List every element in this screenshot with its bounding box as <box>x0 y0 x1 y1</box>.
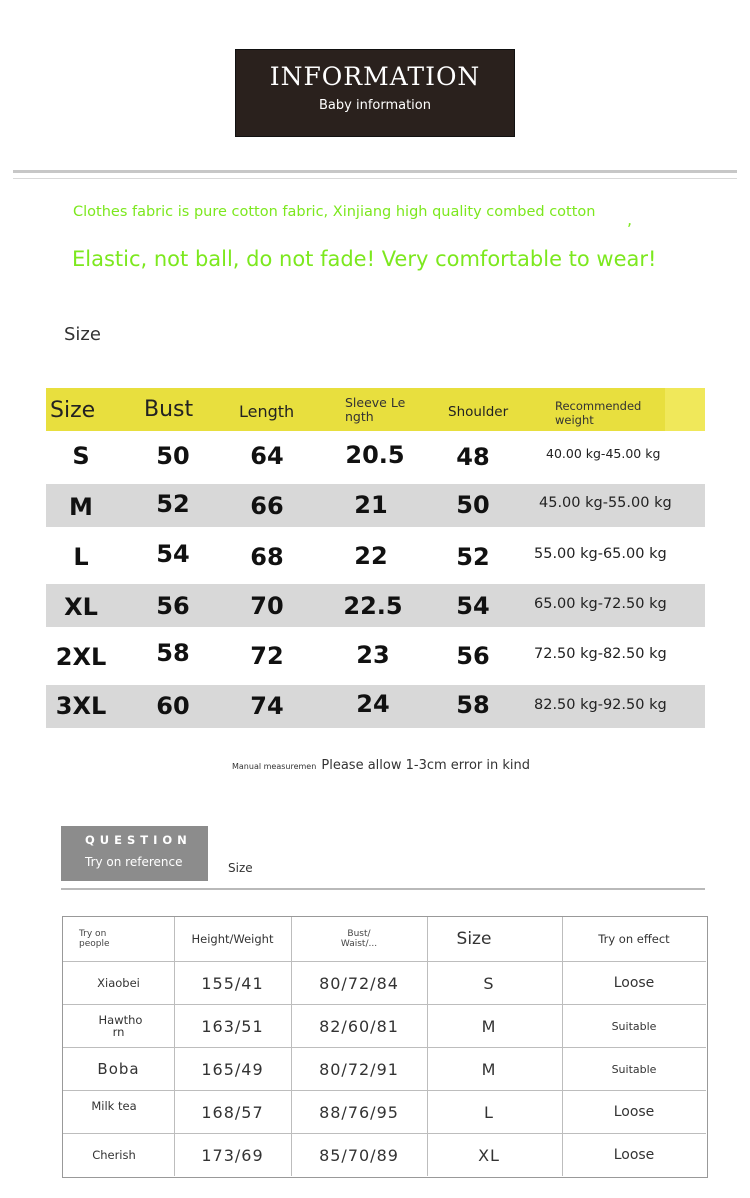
try-on-header <box>63 917 706 962</box>
measurement-note-text: Please allow 1-3cm error in kind <box>321 758 531 773</box>
bust-cell: 50 <box>156 442 190 470</box>
bust-waist-hip: 80/72/91 <box>319 1059 399 1079</box>
weight-cell: 72.50 kg-82.50 kg <box>534 646 667 662</box>
weight-cell: 45.00 kg-55.00 kg <box>539 495 672 511</box>
height-weight: 173/69 <box>201 1145 264 1165</box>
size-row-l <box>46 534 705 577</box>
try-on-size: S <box>483 973 495 993</box>
col-bust: Bust <box>144 397 194 422</box>
col-recommended-weight: Recommended weight <box>555 399 642 427</box>
information-subtitle: Baby information <box>319 98 431 113</box>
question-banner <box>61 826 208 881</box>
person-name: Milk tea <box>91 1099 137 1113</box>
person-name: Boba <box>97 1060 140 1078</box>
sleeve-cell: 23 <box>356 641 390 669</box>
size-table-header <box>46 388 705 431</box>
size-cell: XL <box>64 593 98 621</box>
sleeve-cell: 21 <box>354 491 388 519</box>
size-row-3xl <box>46 685 705 728</box>
col-height-weight: Height/Weight <box>191 932 274 946</box>
shoulder-cell: 54 <box>456 592 490 620</box>
length-cell: 72 <box>250 642 284 670</box>
try-on-row <box>63 962 706 1005</box>
try-on-row <box>63 1005 706 1048</box>
bust-cell: 56 <box>156 592 190 620</box>
bust-waist-hip: 88/76/95 <box>319 1102 399 1122</box>
question-size-label: Size <box>228 861 253 875</box>
measurement-note <box>232 754 530 773</box>
question-subtitle: Try on reference <box>85 855 183 869</box>
size-cell: M <box>69 493 93 521</box>
person-name: Xiaobei <box>97 976 140 990</box>
weight-cell: 40.00 kg-45.00 kg <box>546 446 661 461</box>
information-banner <box>235 49 515 137</box>
weight-cell: 82.50 kg-92.50 kg <box>534 697 667 713</box>
col-size: Size <box>456 929 492 949</box>
length-cell: 68 <box>250 543 284 571</box>
col-try-on-people-label: Try on people <box>79 929 110 949</box>
information-title: INFORMATION <box>269 62 481 91</box>
try-on-effect: Loose <box>613 975 655 991</box>
try-on-size: L <box>484 1102 494 1122</box>
person-name: Hawtho rn <box>98 1013 143 1039</box>
sleeve-cell: 22 <box>354 542 388 570</box>
size-cell: L <box>73 543 89 571</box>
try-on-row <box>63 1134 706 1176</box>
size-cell: 2XL <box>55 643 107 671</box>
size-cell: 3XL <box>55 692 107 720</box>
sleeve-cell: 22.5 <box>343 592 403 620</box>
try-on-size: M <box>481 1059 497 1079</box>
question-title: QUESTION <box>85 833 192 847</box>
person-name: Cherish <box>92 1148 136 1162</box>
height-weight: 165/49 <box>201 1059 264 1079</box>
try-on-effect: Loose <box>613 1104 655 1120</box>
size-row-xl <box>46 584 705 627</box>
comfort-description: Elastic, not ball, do not fade! Very comfortable to wear! <box>72 247 657 271</box>
try-on-size: XL <box>478 1145 500 1165</box>
person-name-cell <box>63 1005 174 1047</box>
shoulder-cell: 52 <box>456 543 490 571</box>
fabric-description: Clothes fabric is pure cotton fabric, Xinjiang high quality combed cotton <box>73 204 596 220</box>
try-on-row <box>63 1091 706 1134</box>
try-on-effect: Suitable <box>611 1062 657 1076</box>
try-on-size: M <box>481 1016 497 1036</box>
size-row-2xl <box>46 634 705 677</box>
size-table <box>46 388 705 728</box>
length-cell: 74 <box>250 692 284 720</box>
shoulder-cell: 48 <box>456 443 490 471</box>
bust-waist-hip: 85/70/89 <box>319 1145 399 1165</box>
col-length: Length <box>239 402 295 421</box>
divider-line <box>13 170 737 173</box>
col-bust-waist <box>291 917 427 961</box>
bust-cell: 60 <box>156 692 190 720</box>
col-bust-waist-label: Bust/ Waist/... <box>340 929 378 949</box>
col-try-on-effect: Try on effect <box>598 932 670 946</box>
size-cell: S <box>72 442 90 470</box>
height-weight: 168/57 <box>201 1102 264 1122</box>
header-highlight <box>665 388 705 431</box>
length-cell: 64 <box>250 442 284 470</box>
weight-cell: 55.00 kg-65.00 kg <box>534 546 667 562</box>
measurement-note-prefix: Manual measuremen <box>232 762 317 771</box>
shoulder-cell: 50 <box>456 491 490 519</box>
question-divider <box>61 888 705 890</box>
try-on-effect: Loose <box>613 1147 655 1163</box>
col-shoulder: Shoulder <box>448 404 509 420</box>
bust-cell: 52 <box>156 490 190 518</box>
try-on-effect: Suitable <box>611 1019 657 1033</box>
col-size: Size <box>50 398 96 423</box>
length-cell: 66 <box>250 492 284 520</box>
col-sleeve-length: Sleeve Le ngth <box>345 395 406 424</box>
height-weight: 163/51 <box>201 1016 264 1036</box>
length-cell: 70 <box>250 592 284 620</box>
bust-cell: 58 <box>156 639 190 667</box>
divider-line-thin <box>13 178 737 179</box>
col-try-on-people <box>79 917 139 961</box>
height-weight: 155/41 <box>201 973 264 993</box>
size-heading: Size <box>64 324 101 345</box>
size-row-s <box>46 434 705 477</box>
weight-cell: 65.00 kg-72.50 kg <box>534 596 667 612</box>
sleeve-cell: 20.5 <box>345 441 405 469</box>
bust-waist-hip: 82/60/81 <box>319 1016 399 1036</box>
try-on-table <box>62 916 708 1178</box>
sleeve-cell: 24 <box>356 690 390 718</box>
bust-cell: 54 <box>156 540 190 568</box>
bust-waist-hip: 80/72/84 <box>319 973 399 993</box>
shoulder-cell: 58 <box>456 691 490 719</box>
description-comma: , <box>627 210 633 229</box>
size-row-m <box>46 484 705 527</box>
shoulder-cell: 56 <box>456 642 490 670</box>
